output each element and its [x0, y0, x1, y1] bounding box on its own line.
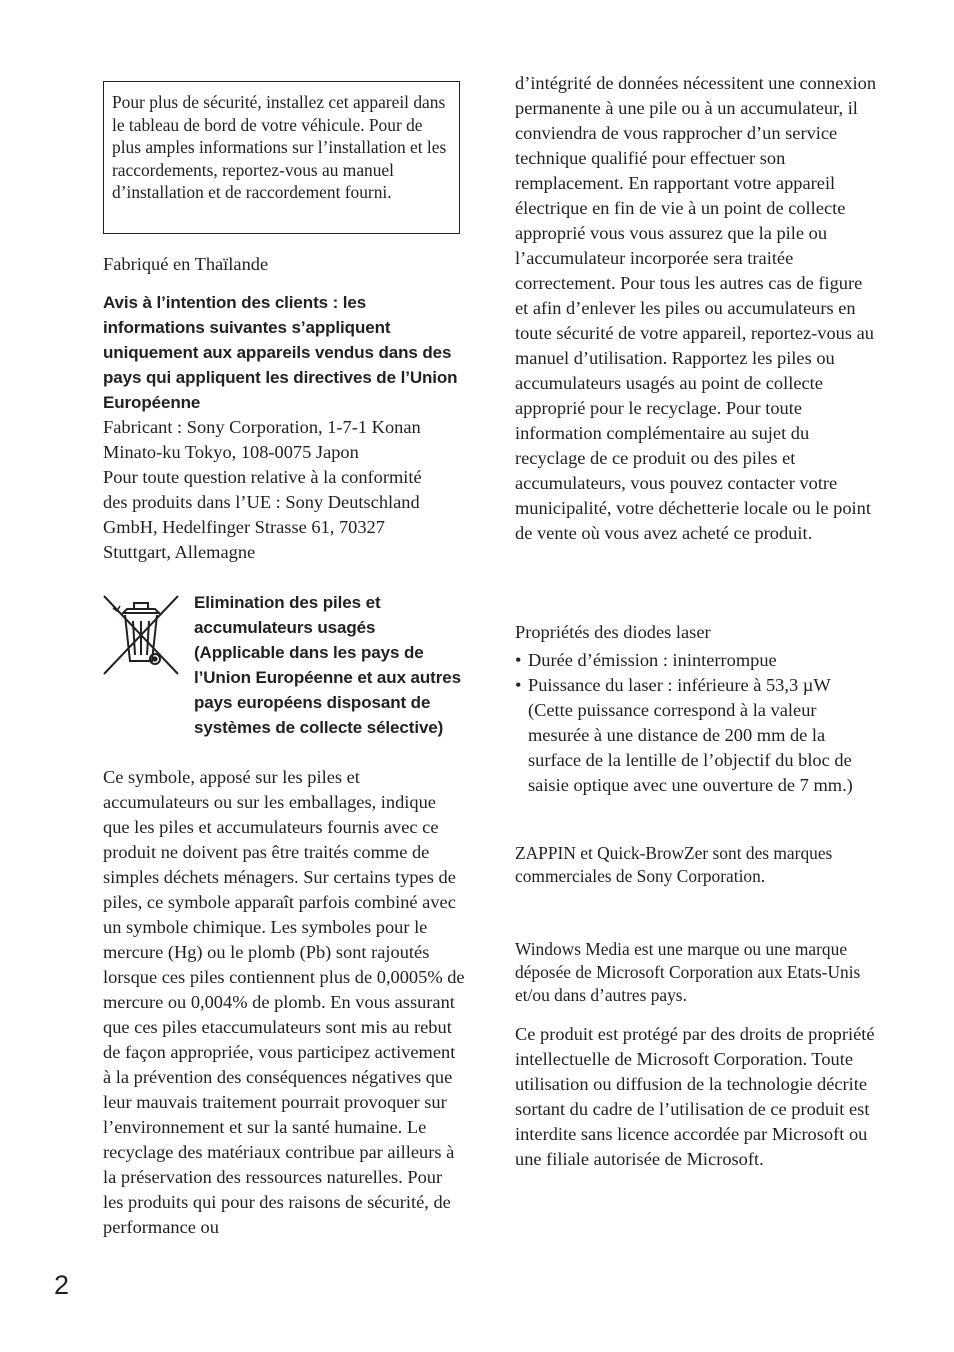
laser-properties-title: Propriétés des diodes laser: [515, 622, 711, 642]
list-item: • Puissance du laser : inférieure à 53,3 µW (Cette puissance correspond à la valeur mesurée à une distance de 200 mm de la surface de la lentille de l’objectif du bloc de saisie optique avec une ouverture de 7 mm.): [515, 673, 879, 798]
made-in-label: Fabriqué en Thaïlande: [103, 254, 269, 274]
trademark-windows-media: Windows Media est une marque ou une marque déposée de Microsoft Corporation aux Etats-Unis et/ou dans d’autres pays.: [515, 939, 861, 1005]
eu-notice-heading: Avis à l’intention des clients : les informations suivantes s’appliquent uniquement aux appareils vendus dans des pays qui appliquent les directives de l’Union Européenne: [103, 293, 458, 412]
laser-properties-list: [515, 648, 879, 798]
trademark-zappin: ZAPPIN et Quick-BrowZer sont des marques commerciales de Sony Corporation.: [515, 843, 833, 886]
eu-notice-line: GmbH, Hedelfinger Strasse 61, 70327: [103, 517, 385, 537]
page-number: 2: [54, 1270, 70, 1300]
list-item: • Durée d’émission : ininterrompue: [515, 648, 879, 673]
eu-notice-line: Stuttgart, Allemagne: [103, 542, 256, 562]
eu-notice-line: Minato-ku Tokyo, 108-0075 Japon: [103, 442, 359, 462]
safety-notice-box: [103, 81, 460, 234]
microsoft-ip-notice: Ce produit est protégé par des droits de propriété intellectuelle de Microsoft Corporation. Toute utilisation ou diffusion de la technologie décrite sortant du cadre de l’utilisation de ce produit est interdite sans licence accordée par Microsoft ou une filiale autorisée de Microsoft.: [515, 1024, 875, 1169]
battery-disposal-text-continued: d’intégrité de données nécessitent une connexion permanente à une pile ou à un accumulateur, il conviendra de vous rapprocher d’un service technique qualifié pour effectuer son remplacement. En rapportant votre appareil électrique en fin de vie à un point de collecte approprié vous vous assurez que la pile ou l’accumulateur incorporée sera traitée correctement. Pour tous les autres cas de figure et afin d’enlever les piles ou accumulateurs en toute sécurité de votre appareil, reportez-vous au manuel d’utilisation. Rapportez les piles ou accumulateurs usagés au point de collecte approprié pour le recyclage. Pour toute information complémentaire au sujet du recyclage de ce produit ou des piles et accumulateurs, vous pouvez contacter votre municipalité, votre déchetterie locale ou le point de vente où vous avez acheté ce produit.: [515, 73, 877, 543]
eu-notice-line: Pour toute question relative à la conformité: [103, 467, 422, 487]
crossed-out-wheelie-bin-icon: [103, 595, 179, 675]
eu-notice-line: Fabricant : Sony Corporation, 1-7-1 Konan: [103, 417, 421, 437]
eu-notice-line: des produits dans l’UE : Sony Deutschland: [103, 492, 420, 512]
safety-notice-text: Pour plus de sécurité, installez cet appareil dans le tableau de bord de votre véhicule. Pour de plus amples informations sur l’installation et les raccordements, reportez-vous au manuel d’installation et de raccordement fourni.: [112, 92, 447, 203]
eu-notice-body: [103, 415, 465, 565]
battery-disposal-text: Ce symbole, apposé sur les piles et accumulateurs ou sur les emballages, indique que les piles et accumulateurs fournis avec ce produit ne doivent pas être traités comme de simples déchets ménagers. Sur certains types de piles, ce symbole apparaît parfois combiné avec un symbole chimique. Les symboles pour le mercure (Hg) ou le plomb (Pb) sont rajoutés lorsque ces piles contiennent plus de 0,0005% de mercure ou 0,004% de plomb. En vous assurant que ces piles etaccumulateurs sont mis au rebut de façon appropriée, vous participez activement à la prévention des conséquences négatives que leur mauvais traitement pourrait provoquer sur l’environnement et sur la santé humaine. Le recyclage des matériaux contribue par ailleurs à la préservation des ressources naturelles. Pour les produits qui pour des raisons de sécurité, de performance ou: [103, 767, 465, 1237]
battery-disposal-heading: Elimination des piles et accumulateurs usagés (Applicable dans les pays de l’Union Européenne et aux autres pays européens disposant de systèmes de collecte sélective): [194, 593, 461, 737]
